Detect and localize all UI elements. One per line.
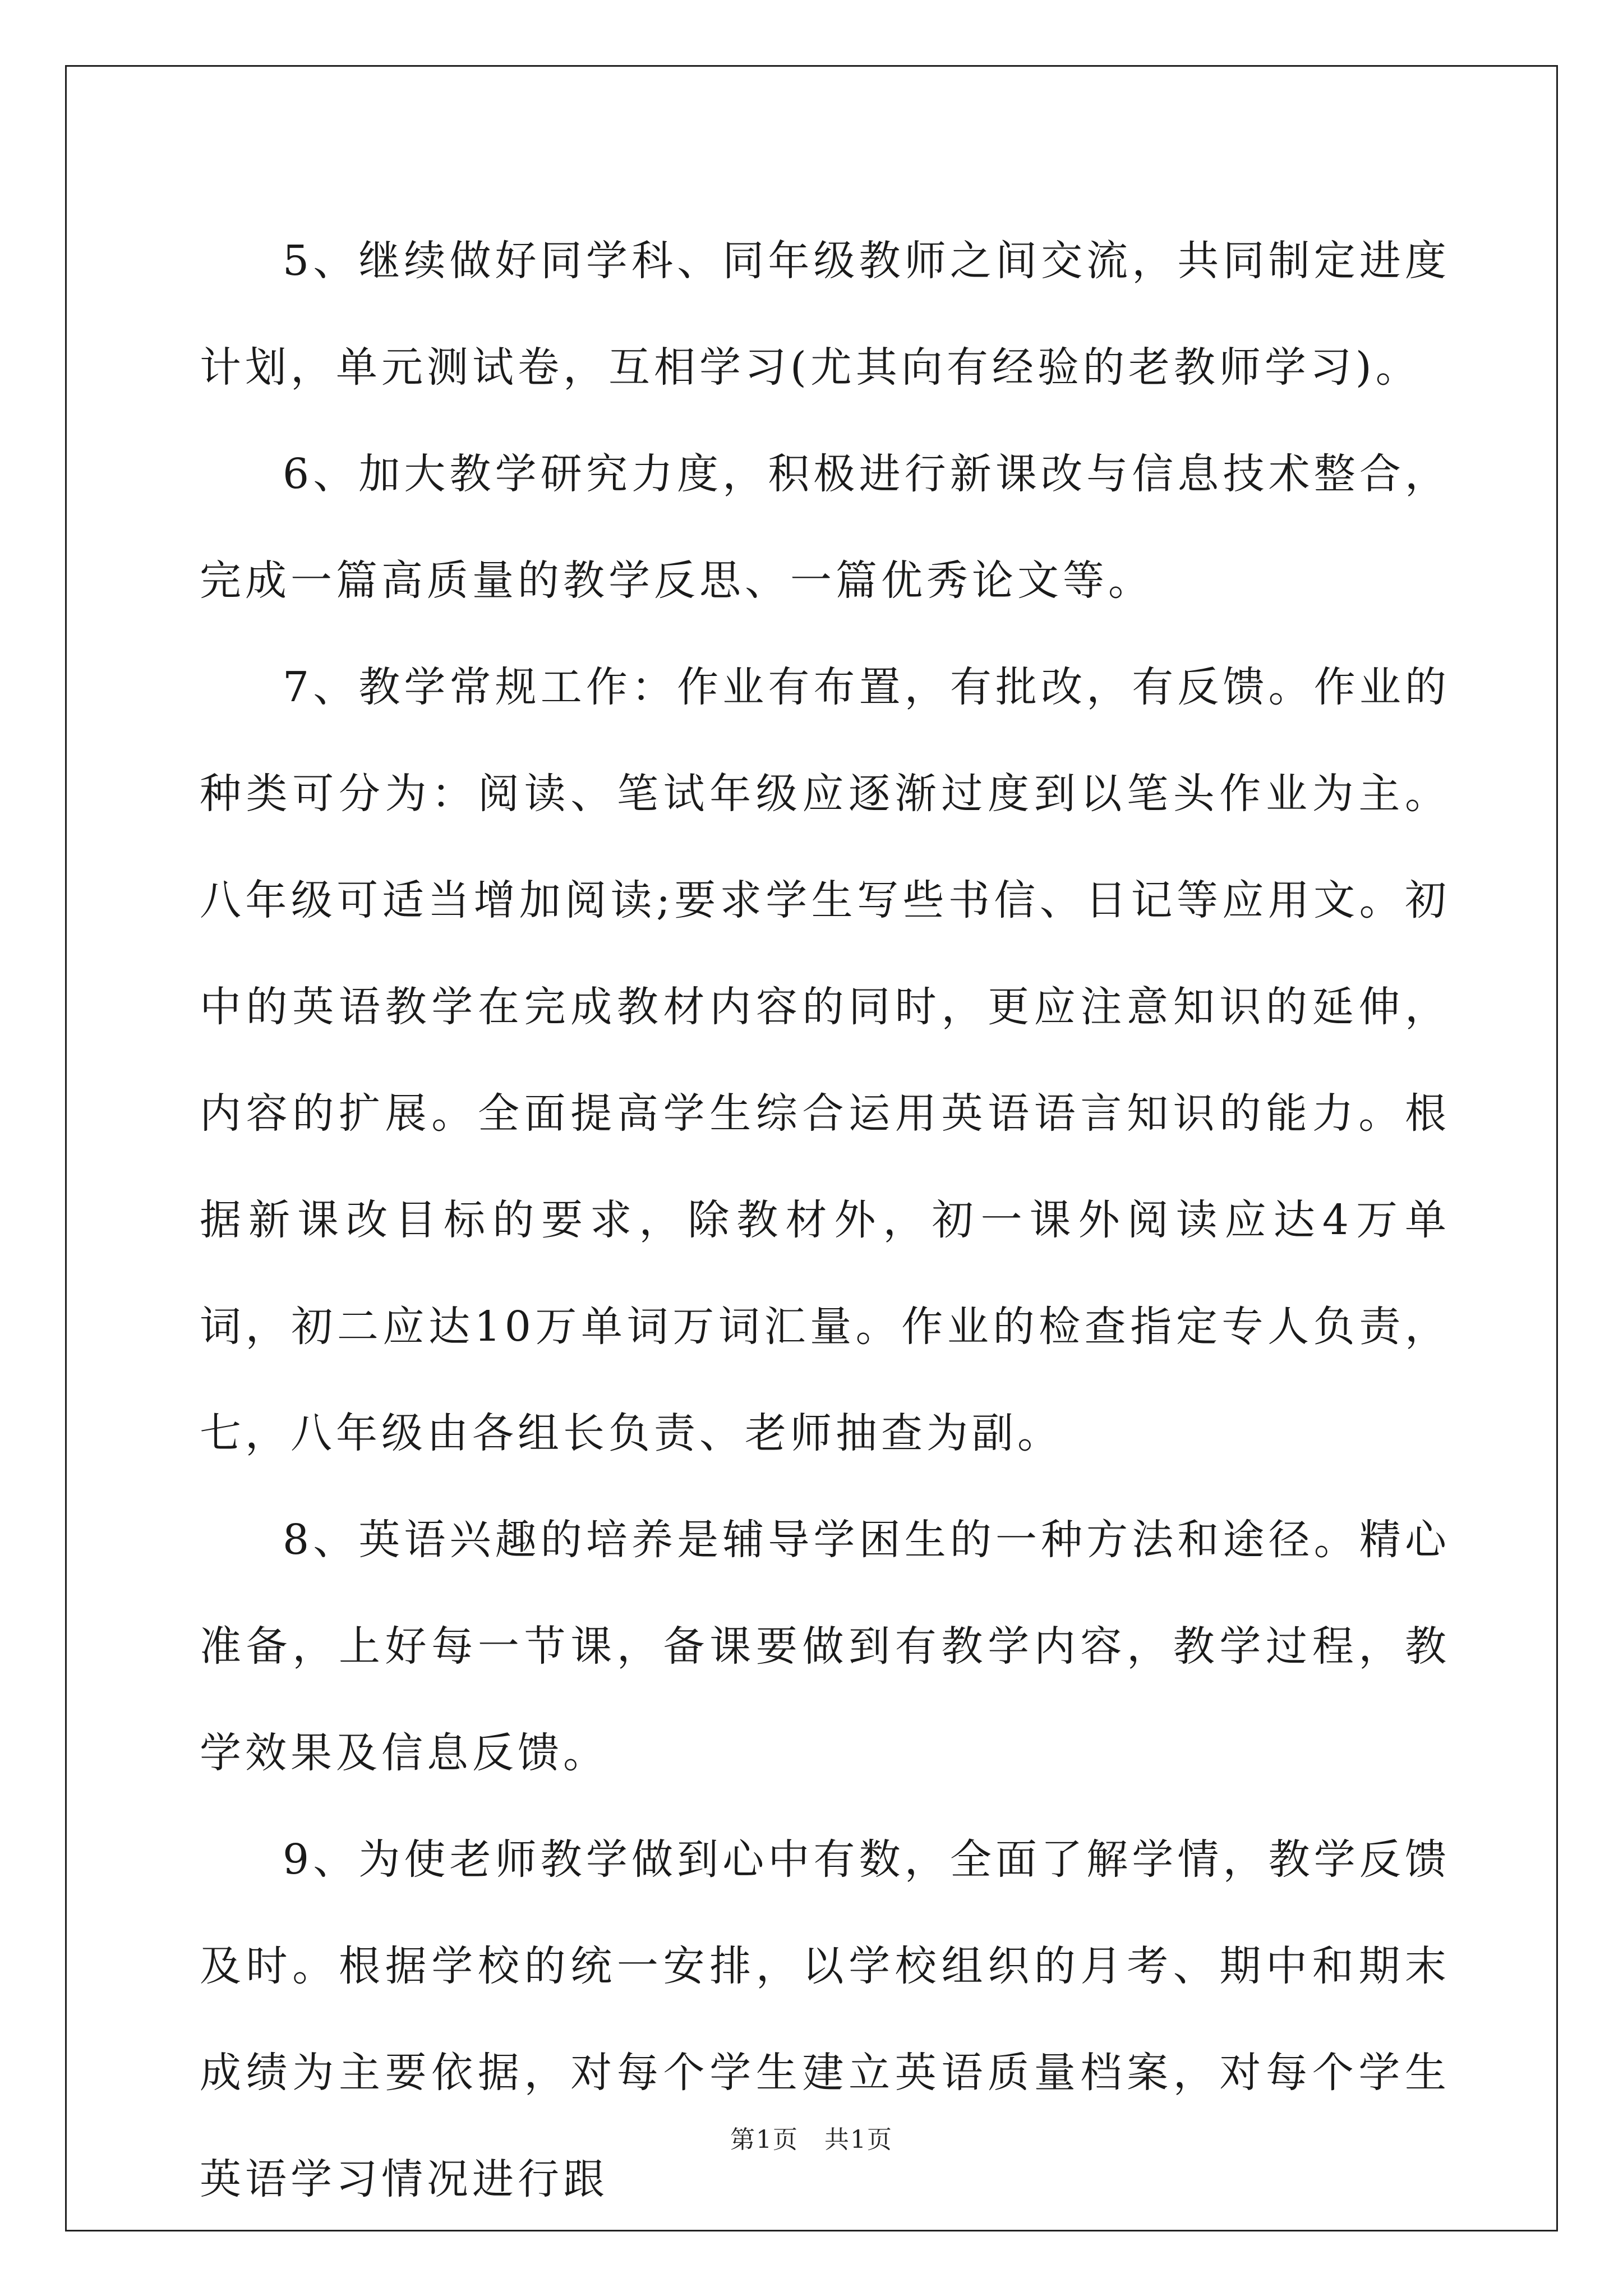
paragraph-6: 6、加大教学研究力度，积极进行新课改与信息技术整合，完成一篇高质量的教学反思、一篇优秀论文等。 [200, 450, 1450, 605]
paragraph-8: 8、英语兴趣的培养是辅导学困生的一种方法和途径。精心准备，上好每一节课，备课要做到有教学内容，教学过程，教学效果及信息反馈。 [200, 1516, 1450, 1777]
paragraph-7: 7、教学常规工作：作业有布置，有批改，有反馈。作业的种类可分为：阅读、笔试年级应逐渐过度到以笔头作业为主。八年级可适当增加阅读;要求学生写些书信、日记等应用文。初中的英语教学在完成教材内容的同时，更应注意知识的延伸，内容的扩展。全面提高学生综合运用英语语言知识的能力。根据新课改目标的要求，除教材外，初一课外阅读应达4万单词，初二应达10万单词万词汇量。作业的检查指定专人负责，七，八年级由各组长负责、老师抽查为副。 [200, 663, 1450, 1457]
paragraph-5: 5、继续做好同学科、同年级教师之间交流，共同制定进度计划，单元测试卷，互相学习(尤其向有经验的老教师学习)。 [200, 237, 1450, 392]
document-body [200, 208, 1450, 2233]
paragraph-9: 9、为使老师教学做到心中有数，全面了解学情，教学反馈及时。根据学校的统一安排，以学校组织的月考、期中和期末成绩为主要依据，对每个学生建立英语质量档案，对每个学生英语学习情况进行跟 [200, 1835, 1450, 2203]
page-number-footer: 第1页 共1页 [730, 2125, 893, 2154]
